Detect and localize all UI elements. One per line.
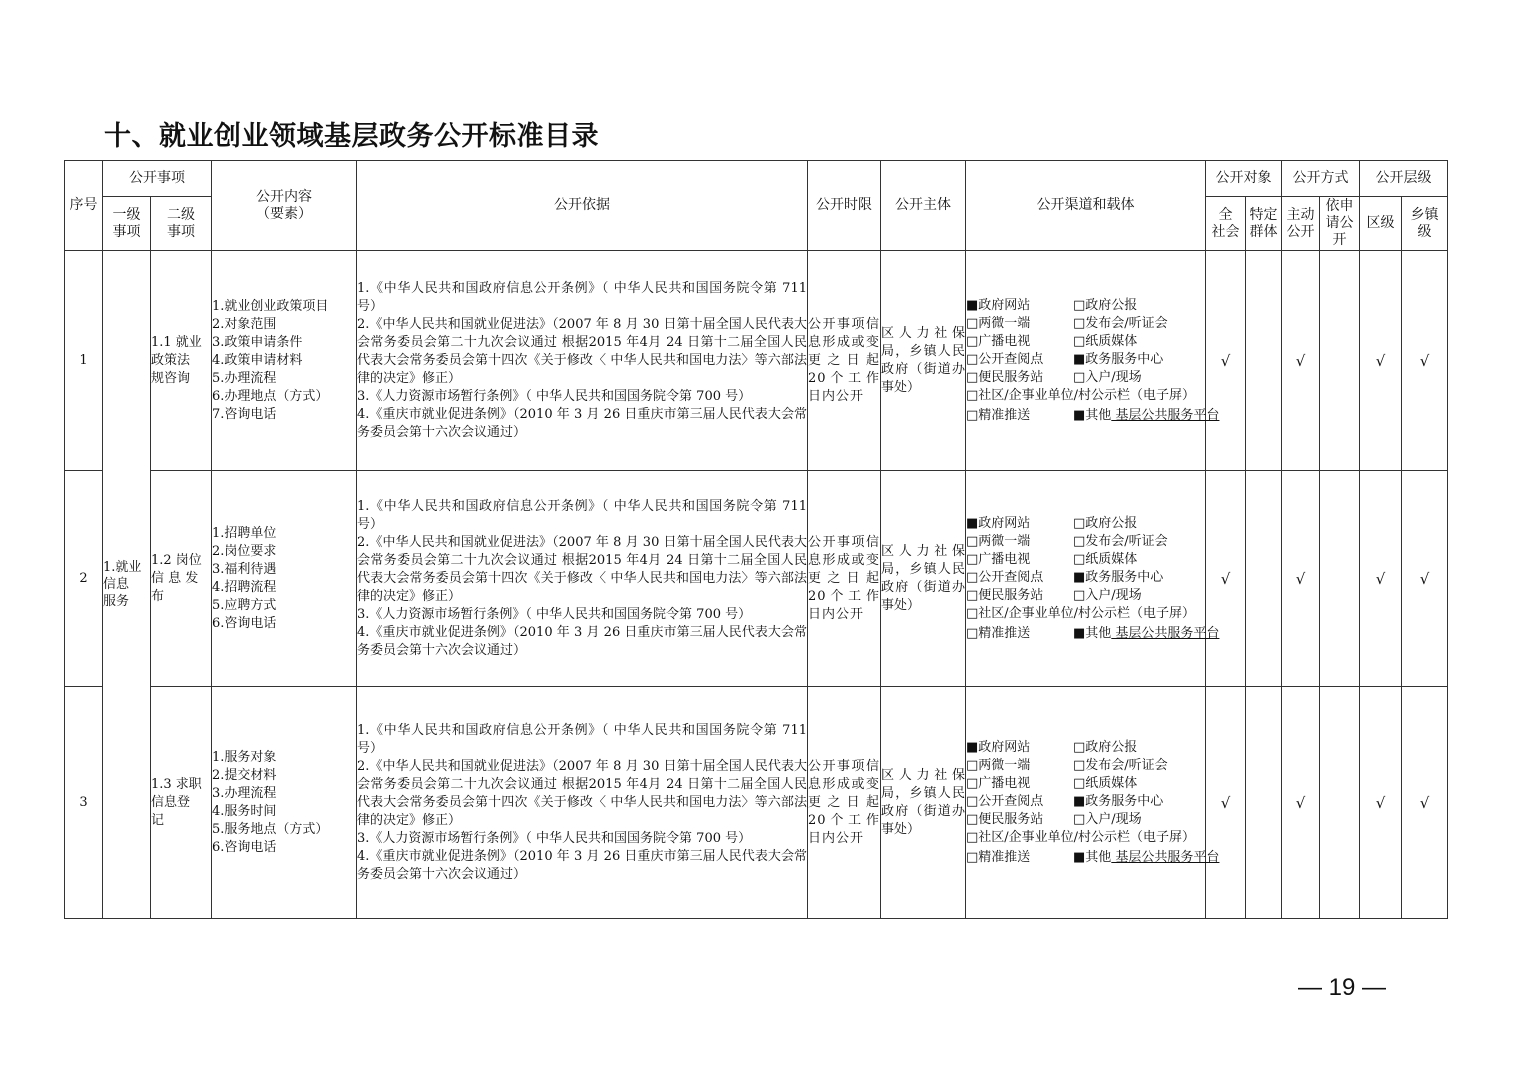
channel-option: □社区/企事业单位/村公示栏（电子屏） [966, 605, 1196, 621]
check-on-request [1320, 687, 1360, 919]
channel-option: □纸质媒体 [1073, 551, 1138, 567]
channel-option: □广播电视 [966, 333, 1031, 349]
content-list [212, 687, 357, 919]
channel-other-value: 基层公共服务平台 [1111, 407, 1220, 423]
channel-option: ■政府网站 [966, 515, 1031, 531]
content-item: 1.就业创业政策项目 [212, 298, 329, 314]
basis-item: 3.《人力资源市场暂行条例》（ 中华人民共和国国务院令第 700 号） [357, 606, 752, 622]
content-item: 7.咨询电话 [212, 406, 277, 422]
check-active: √ [1282, 251, 1320, 471]
header-object-group: 公开对象 [1206, 161, 1282, 197]
header-subject: 公开主体 [881, 161, 966, 251]
header-specific-group: 特定 群体 [1246, 197, 1282, 251]
channel-option: □便民服务站 [966, 369, 1044, 385]
basis-item: 1.《中华人民共和国政府信息公开条例》（ 中华人民共和国国务院令第 711 号） [357, 280, 807, 314]
header-on-request: 依申 请公 开 [1320, 197, 1360, 251]
check-township: √ [1402, 471, 1448, 687]
channel-option: □公开查阅点 [966, 351, 1044, 367]
content-item: 4.政策申请材料 [212, 352, 303, 368]
channel-option: ■其他 [1073, 849, 1112, 865]
catalog-table [64, 160, 1448, 919]
channel-option: □便民服务站 [966, 811, 1044, 827]
channel-cell [966, 471, 1220, 687]
basis-list [357, 471, 808, 687]
check-specific-group [1246, 251, 1282, 471]
header-content: 公开内容 （要素） [212, 161, 357, 251]
channel-option: □精准推送 [966, 625, 1031, 641]
basis-item: 1.《中华人民共和国政府信息公开条例》（ 中华人民共和国国务院令第 711 号） [357, 722, 807, 756]
channel-option: □广播电视 [966, 551, 1031, 567]
basis-item: 3.《人力资源市场暂行条例》（ 中华人民共和国国务院令第 700 号） [357, 388, 752, 404]
channel-option: □政府公报 [1073, 515, 1138, 531]
check-active: √ [1282, 687, 1320, 919]
channel-option: □入户/现场 [1073, 369, 1142, 385]
basis-list [357, 251, 808, 471]
channel-option: ■政务服务中心 [1073, 793, 1164, 809]
content-item: 2.岗位要求 [212, 543, 277, 559]
channel-other-value: 基层公共服务平台 [1111, 849, 1220, 865]
content-item: 5.办理流程 [212, 370, 277, 386]
header-time: 公开时限 [808, 161, 881, 251]
channel-option: □政府公报 [1073, 739, 1138, 755]
channel-option: □入户/现场 [1073, 811, 1142, 827]
basis-item: 4.《重庆市就业促进条例》（2010 年 3 月 26 日重庆市第三届人民代表大会常务委员会第十六次会议通过） [357, 406, 807, 440]
channel-option: □精准推送 [966, 849, 1031, 865]
check-on-request [1320, 471, 1360, 687]
channel-option: □发布会/听证会 [1073, 757, 1168, 773]
subject: 区人力社保局，乡镇人民政府（街道办事处） [881, 471, 966, 687]
page-title: 十、就业创业领域基层政务公开标准目录 [104, 121, 599, 152]
check-township: √ [1402, 687, 1448, 919]
content-item: 1.服务对象 [212, 749, 277, 765]
check-whole-society: √ [1206, 471, 1246, 687]
channel-option: □社区/企事业单位/村公示栏（电子屏） [966, 829, 1196, 845]
channel-cell [966, 687, 1220, 919]
table-row [65, 471, 1448, 687]
content-item: 2.提交材料 [212, 767, 277, 783]
header-basis: 公开依据 [357, 161, 808, 251]
check-active: √ [1282, 471, 1320, 687]
content-item: 6.办理地点（方式） [212, 388, 329, 404]
channel-option: □便民服务站 [966, 587, 1044, 603]
channel-option: □社区/企事业单位/村公示栏（电子屏） [966, 387, 1196, 403]
check-district: √ [1360, 251, 1402, 471]
channel-option: □公开查阅点 [966, 793, 1044, 809]
table-row [65, 251, 1448, 471]
check-district: √ [1360, 471, 1402, 687]
content-item: 4.招聘流程 [212, 579, 277, 595]
basis-list [357, 687, 808, 919]
check-whole-society: √ [1206, 687, 1246, 919]
content-item: 6.咨询电话 [212, 615, 277, 631]
header-channel: 公开渠道和载体 [966, 161, 1206, 251]
channel-option: ■政府网站 [966, 297, 1031, 313]
header-level-group: 公开层级 [1360, 161, 1448, 197]
table-row [65, 687, 1448, 919]
channel-option: □两微一端 [966, 757, 1031, 773]
row-seq: 3 [65, 687, 103, 919]
header-active: 主动 公开 [1282, 197, 1320, 251]
level1-item: 1.就业 信息 服务 [103, 251, 151, 919]
channel-option: □发布会/听证会 [1073, 315, 1168, 331]
header-level1: 一级 事项 [103, 197, 151, 251]
basis-item: 3.《人力资源市场暂行条例》（ 中华人民共和国国务院令第 700 号） [357, 830, 752, 846]
content-item: 3.政策申请条件 [212, 334, 303, 350]
content-item: 6.咨询电话 [212, 839, 277, 855]
channel-option: ■政务服务中心 [1073, 569, 1164, 585]
check-district: √ [1360, 687, 1402, 919]
channel-option: ■其他 [1073, 625, 1112, 641]
channel-option: □精准推送 [966, 407, 1031, 423]
check-whole-society: √ [1206, 251, 1246, 471]
header-township: 乡镇 级 [1402, 197, 1448, 251]
channel-cell [966, 251, 1220, 471]
channel-option: □两微一端 [966, 315, 1031, 331]
basis-item: 2.《中华人民共和国就业促进法》（2007 年 8 月 30 日第十届全国人民代表大会常务委员会第二十九次会议通过 根据2015 年4月 24 日第十二届全国人民代表大会常务委员会第十四次《关于修改〈 中华人民共和国电力法〉等六部法律的决定》修正） [357, 534, 807, 604]
time-limit: 公开事项信息形成或变更之日起20个工作日内公开 [808, 471, 881, 687]
row-seq: 2 [65, 471, 103, 687]
level2-item: 1.2 岗位 信 息 发 布 [151, 471, 212, 687]
basis-item: 1.《中华人民共和国政府信息公开条例》（ 中华人民共和国国务院令第 711 号） [357, 498, 807, 532]
content-item: 1.招聘单位 [212, 525, 277, 541]
content-item: 2.对象范围 [212, 316, 277, 332]
content-item: 5.应聘方式 [212, 597, 277, 613]
basis-item: 2.《中华人民共和国就业促进法》（2007 年 8 月 30 日第十届全国人民代表大会常务委员会第二十九次会议通过 根据2015 年4月 24 日第十二届全国人民代表大会常务委员会第十四次《关于修改〈 中华人民共和国电力法〉等六部法律的决定》修正） [357, 316, 807, 386]
channel-option: ■政府网站 [966, 739, 1031, 755]
subject: 区人力社保局，乡镇人民政府（街道办事处） [881, 687, 966, 919]
row-seq: 1 [65, 251, 103, 471]
time-limit: 公开事项信息形成或变更之日起20个工作日内公开 [808, 687, 881, 919]
channel-option: □广播电视 [966, 775, 1031, 791]
level2-item: 1.3 求职 信息登 记 [151, 687, 212, 919]
content-list [212, 471, 357, 687]
channel-option: □发布会/听证会 [1073, 533, 1168, 549]
channel-option: □入户/现场 [1073, 587, 1142, 603]
channel-option: □两微一端 [966, 533, 1031, 549]
check-on-request [1320, 251, 1360, 471]
basis-item: 2.《中华人民共和国就业促进法》（2007 年 8 月 30 日第十届全国人民代表大会常务委员会第二十九次会议通过 根据2015 年4月 24 日第十二届全国人民代表大会常务委员会第十四次《关于修改〈 中华人民共和国电力法〉等六部法律的决定》修正） [357, 758, 807, 828]
basis-item: 4.《重庆市就业促进条例》（2010 年 3 月 26 日重庆市第三届人民代表大会常务委员会第十六次会议通过） [357, 624, 807, 658]
channel-option: ■其他 [1073, 407, 1112, 423]
content-item: 4.服务时间 [212, 803, 277, 819]
level2-item: 1.1 就业 政策法 规咨询 [151, 251, 212, 471]
channel-other-value: 基层公共服务平台 [1111, 625, 1220, 641]
header-whole-society: 全 社会 [1206, 197, 1246, 251]
content-item: 3.福利待遇 [212, 561, 277, 577]
channel-option: □公开查阅点 [966, 569, 1044, 585]
basis-item: 4.《重庆市就业促进条例》（2010 年 3 月 26 日重庆市第三届人民代表大会常务委员会第十六次会议通过） [357, 848, 807, 882]
content-item: 3.办理流程 [212, 785, 277, 801]
subject: 区人力社保局，乡镇人民政府（街道办事处） [881, 251, 966, 471]
check-specific-group [1246, 471, 1282, 687]
content-item: 5.服务地点（方式） [212, 821, 329, 837]
channel-option: □纸质媒体 [1073, 775, 1138, 791]
header-level2: 二级 事项 [151, 197, 212, 251]
time-limit: 公开事项信息形成或变更之日起20个工作日内公开 [808, 251, 881, 471]
check-township: √ [1402, 251, 1448, 471]
channel-option: ■政务服务中心 [1073, 351, 1164, 367]
channel-option: □政府公报 [1073, 297, 1138, 313]
page-number: — 19 — [1298, 974, 1387, 1001]
header-item-group: 公开事项 [103, 161, 212, 197]
header-method-group: 公开方式 [1282, 161, 1360, 197]
header-seq: 序号 [65, 161, 103, 251]
header-district: 区级 [1360, 197, 1402, 251]
channel-option: □纸质媒体 [1073, 333, 1138, 349]
check-specific-group [1246, 687, 1282, 919]
content-list [212, 251, 357, 471]
